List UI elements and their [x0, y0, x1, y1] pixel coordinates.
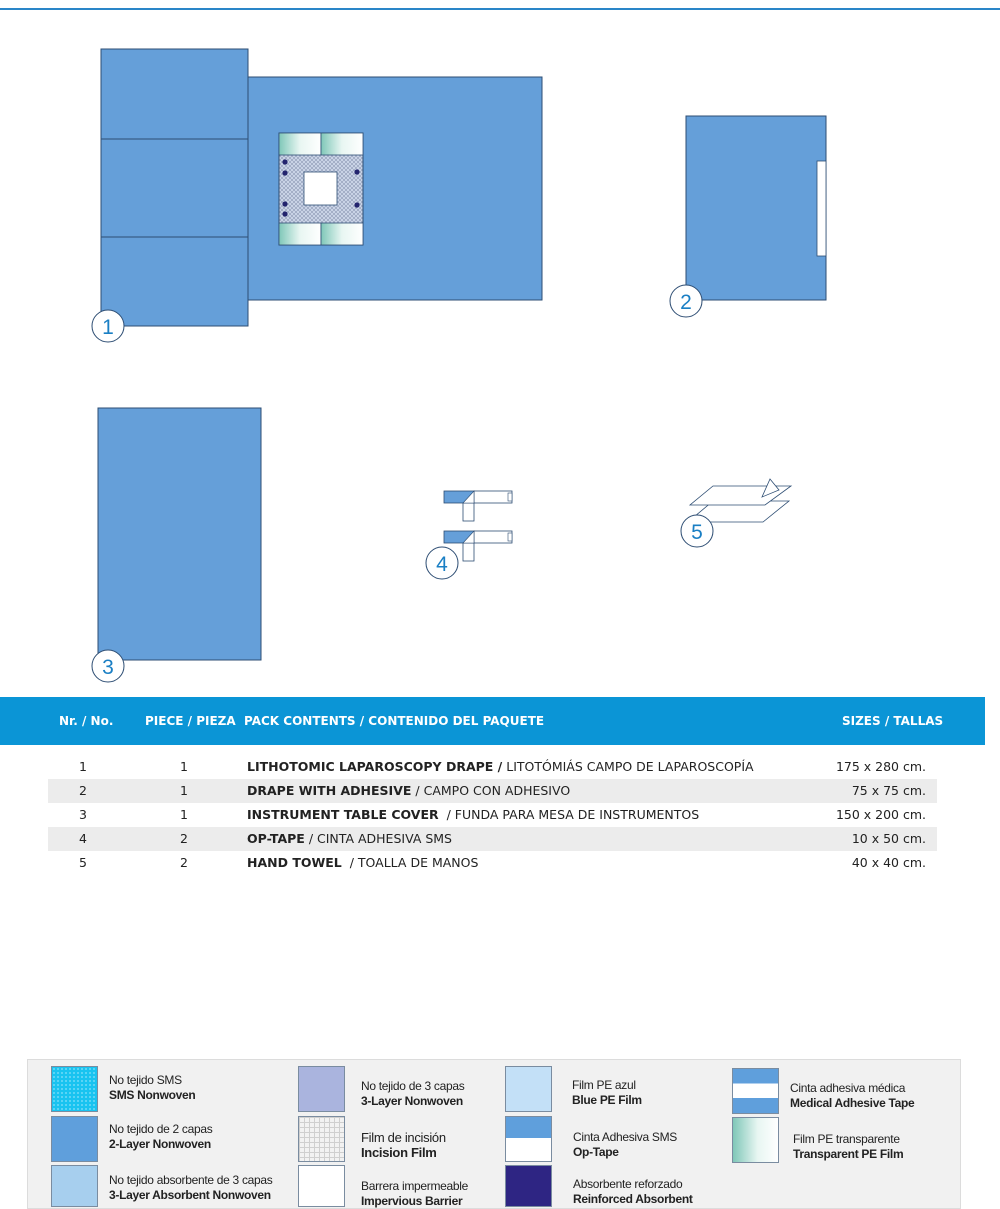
legend-en: Op-Tape	[573, 1145, 619, 1159]
row-size: 75 x 75 cm.	[851, 783, 926, 798]
row-contents	[247, 759, 754, 774]
table-row	[48, 779, 937, 803]
row-name-en: INSTRUMENT TABLE COVER	[247, 807, 439, 822]
legend-es: Barrera impermeable	[361, 1179, 469, 1193]
callout-4	[426, 547, 458, 579]
callout-4-label: 4	[436, 553, 448, 576]
swatch-incision-film	[298, 1116, 345, 1162]
row-size: 175 x 280 cm.	[835, 759, 926, 774]
legend-item	[793, 1132, 903, 1162]
row-nr: 3	[79, 807, 87, 822]
row-nr: 5	[79, 855, 87, 870]
legend-es: Film PE transparente	[793, 1132, 900, 1146]
legend-es: No tejido de 2 capas	[109, 1122, 213, 1136]
table-row	[0, 755, 985, 779]
legend-es: Cinta adhesiva médica	[790, 1081, 906, 1095]
swatch-medical-adhesive-tape	[732, 1068, 779, 1114]
header-piece: PIECE / PIEZA	[145, 714, 236, 728]
legend-es: Film PE azul	[572, 1078, 636, 1092]
callout-1	[92, 310, 124, 342]
swatch-impervious-barrier	[298, 1165, 345, 1207]
row-nr: 2	[79, 783, 87, 798]
table-row	[48, 827, 937, 851]
row-contents	[247, 831, 452, 846]
row-piece: 1	[180, 759, 188, 774]
swatch-2-layer-nonwoven	[51, 1116, 98, 1162]
row-contents	[247, 807, 699, 822]
material-legend	[27, 1059, 961, 1209]
item-5-hand-towel	[688, 479, 791, 522]
legend-item	[573, 1130, 677, 1160]
legend-item	[790, 1081, 914, 1111]
row-name-en: DRAPE WITH ADHESIVE	[247, 783, 412, 798]
table-row	[0, 851, 985, 875]
legend-en: SMS Nonwoven	[109, 1088, 196, 1102]
legend-item	[361, 1179, 468, 1209]
row-piece: 2	[180, 855, 188, 870]
callout-2-label: 2	[680, 291, 692, 314]
legend-item	[361, 1130, 446, 1160]
row-contents	[247, 783, 570, 798]
legend-en: Reinforced Absorbent	[573, 1192, 693, 1206]
row-piece: 2	[180, 831, 188, 846]
legend-item	[361, 1079, 464, 1109]
callout-5-label: 5	[691, 521, 703, 544]
row-name-en: OP-TAPE	[247, 831, 305, 846]
row-piece: 1	[180, 807, 188, 822]
legend-en: Medical Adhesive Tape	[790, 1096, 915, 1110]
row-nr: 4	[79, 831, 87, 846]
row-name-es: LITOTÓMIÁS CAMPO DE LAPAROSCOPÍA	[502, 759, 754, 774]
legend-en: Incision Film	[361, 1145, 437, 1160]
legend-item	[109, 1173, 273, 1203]
legend-en: 2-Layer Nonwoven	[109, 1137, 211, 1151]
legend-item	[572, 1078, 642, 1108]
row-name-en: HAND TOWEL	[247, 855, 342, 870]
item-2-drape-adhesive	[686, 116, 826, 300]
legend-en: Impervious Barrier	[361, 1194, 463, 1208]
legend-item	[109, 1073, 195, 1103]
legend-es: Absorbente reforzado	[573, 1177, 683, 1191]
row-name-es: / FUNDA PARA MESA DE INSTRUMENTOS	[438, 807, 700, 822]
legend-es: Film de incisión	[361, 1130, 446, 1145]
item-3-table-cover	[98, 408, 261, 660]
row-nr: 1	[79, 759, 87, 774]
swatch-sms-nonwoven	[51, 1066, 98, 1112]
row-name-es: / CAMPO CON ADHESIVO	[411, 783, 571, 798]
table-header	[0, 697, 985, 745]
legend-es: No tejido absorbente de 3 capas	[109, 1173, 273, 1187]
table-row	[0, 803, 985, 827]
swatch-transparent-pe-film	[732, 1117, 779, 1163]
row-name-es: / TOALLA DE MANOS	[341, 855, 479, 870]
callout-2	[670, 285, 702, 317]
item-1-drape	[101, 49, 542, 326]
swatch-3-layer-nonwoven	[298, 1066, 345, 1112]
row-size: 150 x 200 cm.	[835, 807, 926, 822]
header-contents: PACK CONTENTS / CONTENIDO DEL PAQUETE	[244, 714, 545, 728]
callout-1-label: 1	[102, 316, 114, 339]
item-4-op-tape	[444, 491, 512, 561]
legend-es: No tejido SMS	[109, 1073, 182, 1087]
legend-en: 3-Layer Nonwoven	[361, 1094, 463, 1108]
row-contents	[247, 855, 478, 870]
swatch-blue-pe-film	[505, 1066, 552, 1112]
legend-en: Blue PE Film	[572, 1093, 642, 1107]
callout-3	[92, 650, 124, 682]
swatch-op-tape	[505, 1116, 552, 1162]
row-name-en: LITHOTOMIC LAPAROSCOPY DRAPE /	[247, 759, 503, 774]
swatch-3-layer-absorbent	[51, 1165, 98, 1207]
header-nr: Nr. / No.	[59, 714, 114, 728]
swatch-reinforced-absorbent	[505, 1165, 552, 1207]
row-size: 10 x 50 cm.	[851, 831, 926, 846]
row-name-es: / CINTA ADHESIVA SMS	[304, 831, 452, 846]
row-piece: 1	[180, 783, 188, 798]
legend-en: Transparent PE Film	[793, 1147, 904, 1161]
legend-es: Cinta Adhesiva SMS	[573, 1130, 677, 1144]
row-size: 40 x 40 cm.	[851, 855, 926, 870]
legend-en: 3-Layer Absorbent Nonwoven	[109, 1188, 271, 1202]
legend-es: No tejido de 3 capas	[361, 1079, 465, 1093]
legend-item	[109, 1122, 212, 1152]
callout-5	[681, 515, 713, 547]
callout-3-label: 3	[102, 656, 114, 679]
header-sizes: SIZES / TALLAS	[842, 714, 944, 728]
legend-item	[573, 1177, 693, 1207]
